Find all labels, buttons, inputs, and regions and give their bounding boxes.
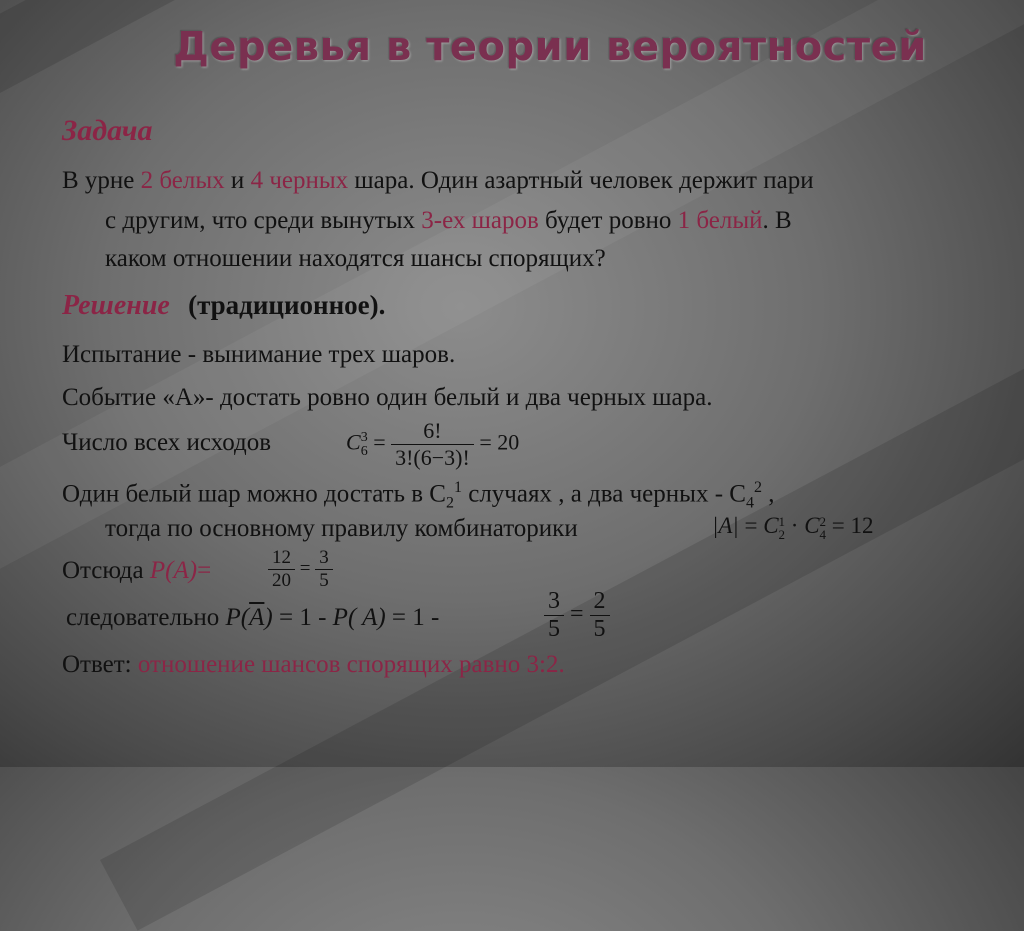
event-line: Событие «А»- достать ровно один белый и два черных шара. [62,384,713,411]
sup: 3 [360,429,368,445]
fraction [391,418,474,471]
rule-line: тогда по основному правилу комбинаторики [105,515,578,542]
text: и [224,167,251,194]
equals: = [570,601,590,628]
sub: 4 [819,526,827,542]
problem-heading: Задача [62,114,153,147]
abs-a: |A| [712,513,739,538]
sup: 2 [753,479,762,496]
total-label: Число всех исходов [62,429,272,456]
trial-line: Испытание - вынимание трех шаров. [62,341,456,368]
fraction [315,547,333,592]
numerator: 3 [544,588,564,616]
numerator: 6! [391,418,474,445]
hence-label: Отсюда [62,557,150,584]
text: = 1 - [272,604,333,631]
denominator: 5 [548,616,560,642]
slide-title: Деревья в теории вероятностей [173,24,927,70]
sub: 4 [745,494,754,512]
p-symbol: P( [225,604,250,631]
rule-formula [712,513,874,541]
consequence-fractions [544,588,610,643]
text: случаях , а два черных - С [461,480,746,508]
text: В урне [62,167,141,194]
one-white-line [62,473,774,518]
text: , [761,480,775,508]
hence-fractions [268,547,333,592]
conseq-label: следовательно [66,604,226,631]
equals: = [197,557,212,584]
answer-text: отношение шансов спорящих равно 3:2. [137,651,565,678]
a-bar: $\overline{A}$ [249,604,265,631]
dot: · [790,513,799,538]
answer-label: Ответ: [62,651,138,678]
problem-line-1 [62,166,814,196]
denominator: 5 [593,616,606,642]
fraction [268,547,295,592]
highlight-1-white: 1 белый [677,207,763,234]
denominator: 20 [272,570,291,591]
text: с другим, что среди вынутых [105,207,422,234]
solution-note: (традиционное). [188,290,386,320]
total-formula [346,418,519,471]
equals: = [744,513,758,538]
sup: 1 [453,479,462,496]
problem-line-3: каком отношении находятся шансы спорящих? [105,245,606,272]
highlight-2-white: 2 белых [140,167,225,194]
denominator: 5 [319,570,329,591]
sub: 2 [778,526,786,542]
probability-a: P( A) [332,604,386,631]
highlight-4-black: 4 черных [250,167,349,194]
equals: = [373,429,386,455]
highlight-3-balls: 3-ех шаров [421,207,539,234]
consequence-line [66,603,439,633]
text: будет ровно [538,207,678,234]
sub: 6 [360,443,368,459]
equals: = [299,557,311,579]
probability-a: P(A) [149,557,198,584]
sup: 1 [778,513,786,529]
hence-line [62,556,211,586]
numerator: 2 [590,588,610,616]
sup: 2 [819,513,827,529]
combination-symbol: C [346,429,361,455]
fraction [590,588,610,643]
denominator: 3!(6−3)! [395,445,470,470]
answer-line [62,650,565,680]
solution-heading: Решение [62,290,170,321]
close-paren: ) [264,604,273,631]
text: . В [762,207,792,234]
combination-symbol: C [763,513,779,538]
numerator: 12 [268,547,295,570]
combination-symbol: C [804,513,820,538]
fraction [544,588,564,643]
problem-line-2 [105,206,792,236]
numerator: 3 [315,547,333,570]
result: = 12 [831,513,874,538]
text: шара. Один азартный человек держит пари [348,167,814,194]
result: = 20 [479,429,520,455]
sub: 2 [445,494,454,512]
solution-heading-line [62,290,385,322]
text: Один белый шар можно достать в С [62,480,446,508]
text: = 1 - [385,604,440,631]
